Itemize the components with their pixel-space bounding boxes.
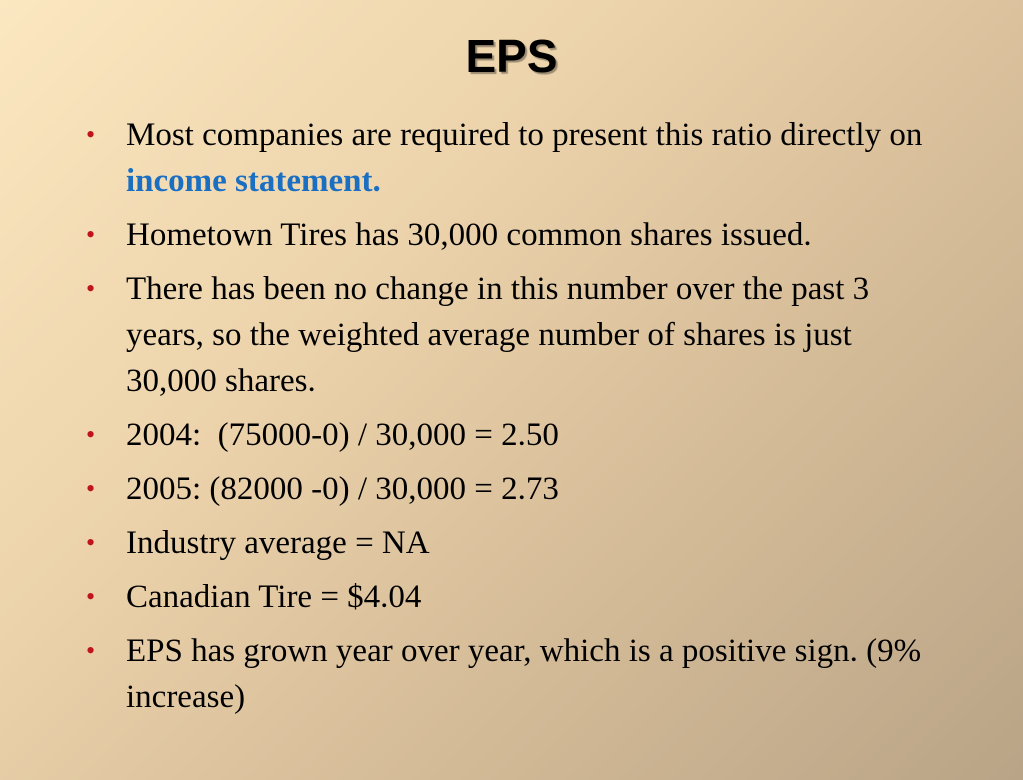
bullet-text: 2005: (82000 -0) / 30,000 = 2.73 (126, 471, 559, 507)
bullet-list (82, 112, 932, 728)
bullet-item (82, 520, 932, 566)
bullet-icon: • (86, 120, 96, 149)
bullet-item (82, 466, 932, 512)
bullet-text: EPS has grown year over year, which is a positive sign. (9% increase) (126, 633, 922, 715)
bullet-text: 2004: (75000-0) / 30,000 = 2.50 (126, 417, 559, 453)
bullet-highlight-text: income statement. (126, 163, 381, 199)
bullet-icon: • (86, 474, 96, 503)
bullet-icon: • (86, 274, 96, 303)
bullet-text: Industry average = NA (126, 525, 430, 561)
bullet-item (82, 112, 932, 204)
bullet-item (82, 266, 932, 404)
bullet-icon: • (86, 582, 96, 611)
bullet-item (82, 412, 932, 458)
bullet-icon: • (86, 636, 96, 665)
bullet-item (82, 628, 932, 720)
bullet-icon: • (86, 528, 96, 557)
slide-title: EPS (465, 30, 558, 82)
bullet-text: Most companies are required to present this ratio directly on (126, 117, 923, 153)
bullet-text: Hometown Tires has 30,000 common shares issued. (126, 217, 812, 253)
bullet-text: Canadian Tire = $4.04 (126, 579, 422, 615)
bullet-icon: • (86, 220, 96, 249)
bullet-item (82, 574, 932, 620)
bullet-icon: • (86, 420, 96, 449)
bullet-text: There has been no change in this number over the past 3 years, so the weighted average number of shares is just 30,000 shares. (126, 271, 870, 399)
bullet-item (82, 212, 932, 258)
